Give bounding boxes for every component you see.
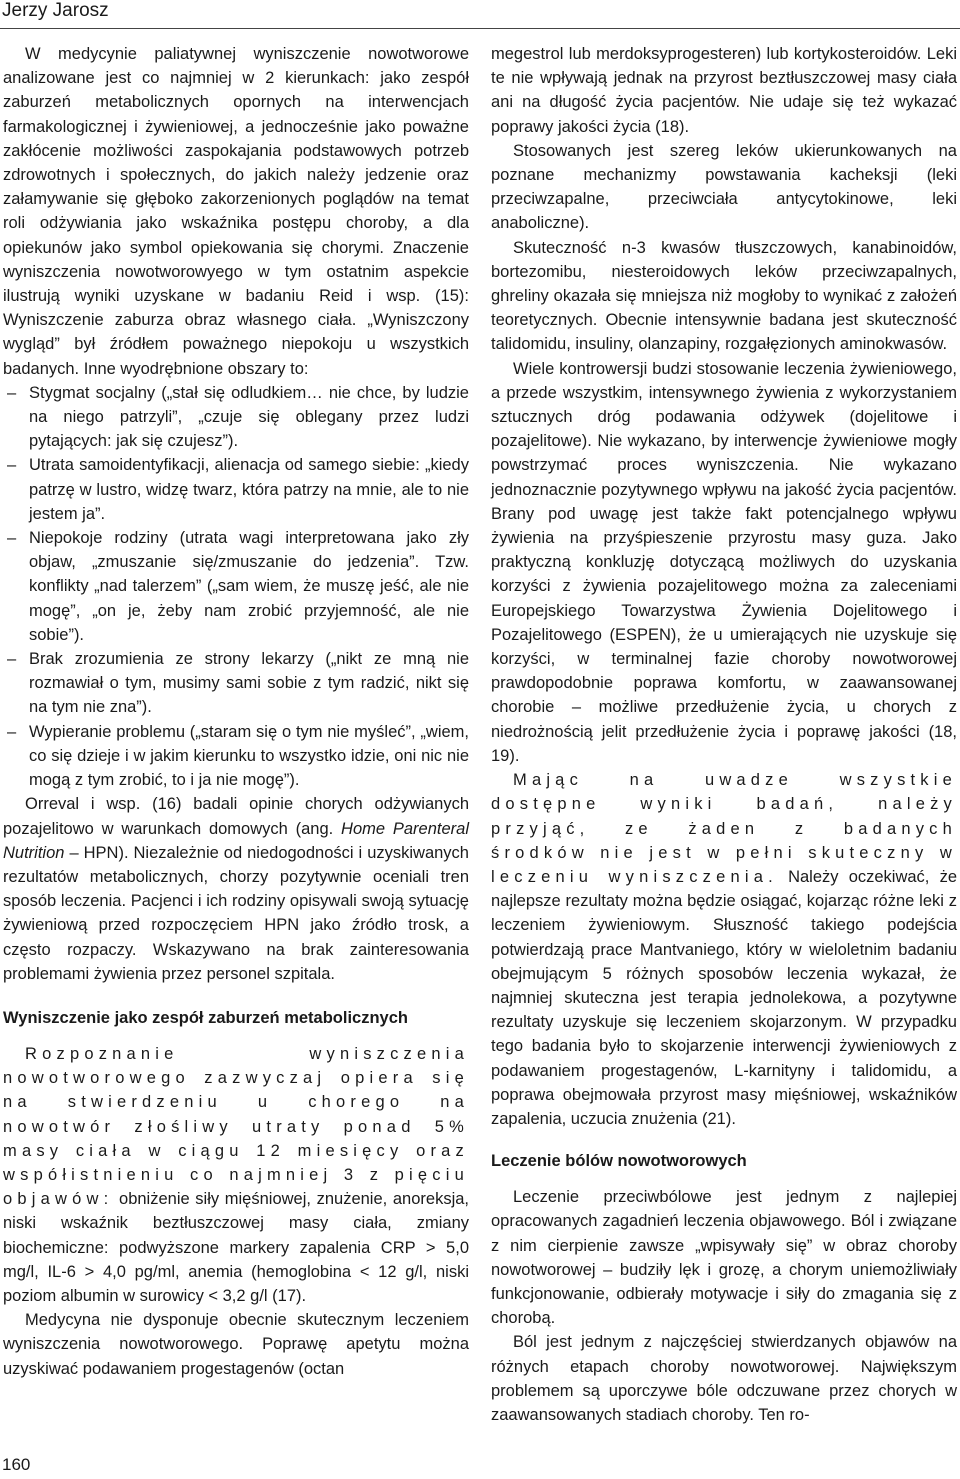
paragraph xyxy=(3,1042,469,1308)
list-item xyxy=(3,526,469,647)
paragraph: megestrol lub merdoksyprogesteren) lub kortykosteroidów. Leki te nie wpływają jednak na przyrost beztłuszczowej masy ciała ani na długość życia pacjentów. Nie udaje się też wykazać poprawy jakości życia (18). xyxy=(491,45,957,136)
spaced-emphasis-text: Rozpoznanie wyniszczenia nowotworowego zazwyczaj opiera się na stwierdzeniu u chorego na nowotwór złośliwy utraty ponad 5% masy ciała w ciągu 12 miesięcy oraz współistnieniu co najmniej 3 z pięciu objawów: xyxy=(3,1044,469,1209)
running-header-author: Jerzy Jarosz xyxy=(2,0,109,21)
page-number: 160 xyxy=(2,1455,31,1474)
list-item xyxy=(3,381,469,454)
paragraph-text: obniżenie siły mięśniowej, znużenie, anoreksja, niski wskaźnik beztłuszczowej masy ciała, zmiany biochemiczne: podwyższone markery zapalenia CRP > 5,0 mg/l, IL-6 > 4,0 pg/ml, anemia (hemoglobina < 12 g/l, niski poziom albumin w surowicy < 3,2 g/l (17). xyxy=(3,1190,469,1305)
header-divider xyxy=(0,28,960,29)
dash-bullet-icon: – xyxy=(7,529,17,548)
paragraph-text: – HPN). Niezależnie od niedogodności i uzyskiwanych rezultatów metabolicznych, chorzy pozytywnie oceniali tren sposób leczenia. Pacjenci i ich rodziny opisywali swoją sytuację żywieniową przed rozpoczęciem HPN jako źródło trosk, a często rozpaczy. Wskazywano na brak zainteresowania problemami żywienia przez personel szpitala. xyxy=(3,843,469,983)
paragraph-text: Należy oczekiwać, że najlepsze rezultaty można będzie osiągać, kojarząc różne leki z leczeniem żywieniowym. Słuszność takiego podejścia potwierdzają prace Mantvaniego, który w wieloletnim badaniu obejmującym 5 różnych sposobów leczenia wykazał, że najmniej skuteczna jest terapia jednolekowa, a pozytywne rezultaty uzyskuje się leczeniem skojarzonym. W przypadku tego badania było to skojarzenie interwencji żywieniowych z podawaniem progestagenów, L-karnityny i talidomidu, a poprawa obejmowała przyrost masy mięśniowej, wskaźników zapalenia, uczucia znużenia (21). xyxy=(491,867,957,1128)
paragraph xyxy=(491,768,957,1131)
paragraph xyxy=(3,792,469,986)
paragraph: W medycynie paliatywnej wyniszczenie nowotworowe analizowane jest co najmniej w 2 kierunkach: jako zespół zaburzeń metabolicznych opornych na interwencjach farmakologicznej i żywieniowej, a jednocześnie jako poważne zakłócenie możliwości zaspokajania podstawowych potrzeb zdrowotnych i społecznych, do jakich należy jedzenie oraz załamywanie się głęboko zakorzenionych poglądów na temat roli odżywiania jako wskaźnika postępu choroby, a dla opiekunów jako symbol opiekowania się chorymi. Znaczenie wyniszczenia nowotworowyego w tym ostatnim aspekcie ilustrują wyniki uzyskane w badaniu Reid i wsp. (15): Wyniszczenie zaburza obraz własnego ciała. „Wyniszczony wygląd” był źródłem poważnego niepokoju u wszystkich badanych. Inne wyodrębnione obszary to: xyxy=(3,45,469,378)
paragraph-text: Orreval i wsp. (16) badali opinie chorych odżywianych pozajelitowo w warunkach domowych (ang. xyxy=(3,795,469,838)
paragraph: Stosowanych jest szereg leków ukierunkowanych na poznane mechanizmy powstawania kacheksji (leki przeciwzapalne, przeciwciała antycytokinowe, leki anaboliczne). xyxy=(491,141,957,233)
list-item-text: Utrata samoidentyfikacji, alienacja od samego siebie: „kiedy patrzę w lustro, widzę twarz, która patrzy na mnie, ale to nie jestem ja”. xyxy=(29,456,469,523)
dash-bullet-icon: – xyxy=(7,383,17,402)
paragraph: Medycyna nie dysponuje obecnie skutecznym leczeniem wyniszczenia nowotworowego. Poprawę apetytu można uzyskiwać podawaniem progestagenów (octan xyxy=(3,1311,469,1378)
list-item xyxy=(3,647,469,720)
list-item-text: Niepokoje rodziny (utrata wagi interpretowana jako zły objaw, „zmuszanie się/zmuszanie do jedzenia”. Tzw. konflikty „nad talerzem” („sam wiem, że muszę jeść, ale nie mogę”, „on je, żeby nam zrobić przyjemność, ale nie sobie”). xyxy=(29,529,469,644)
dash-list xyxy=(3,381,469,792)
paragraph: Skuteczność n-3 kwasów tłuszczowych, kanabinoidów, bortezomibu, niesteroidowych leków przeciwzapalnych, ghreliny okazała się mniejsza niż mogłoby to wynikać z założeń teoretycznych. Obecnie intensywnie badana jest skuteczność talidomidu, insuliny, olanzapiny, rozgałęzionych aminokwasów. xyxy=(491,238,957,354)
section-heading: Leczenie bólów nowotworowych xyxy=(491,1152,747,1171)
list-item-text: Wypieranie problemu („staram się o tym nie myśleć”, „wiem, co się dzieje i w jakim kierunku to wszystko idzie, oni nic nie mogą z tym zrobić, to i ja nie mogę”). xyxy=(29,722,469,790)
spaced-emphasis-text: Mając na uwadze wszystkie dostępne wyniki badań, należy przyjąć, ze żaden z badanych środków nie jest w pełni skuteczny w leczeniu wyniszczenia. xyxy=(491,771,957,886)
section-heading: Wyniszczenie jako zespół zaburzeń metabolicznych xyxy=(3,1008,408,1027)
list-item-text: Brak zrozumienia ze strony lekarzy („nikt ze mną nie rozmawiał o tym, musimy sami sobie z tym radzić, nikt się na tym nie zna”). xyxy=(29,650,469,717)
paragraph: Ból jest jednym z najczęściej stwierdzanych objawów na różnych etapach choroby nowotworowej. Największym problemem są uporczywe bóle odczuwane przez chorych w zaawansowanych stadiach choroby. Ten ro- xyxy=(491,1333,957,1424)
dash-bullet-icon: – xyxy=(7,650,17,669)
list-item-text: Stygmat socjalny („stał się odludkiem… nie chce, by ludzie na niego patrzyli”, „czuje się oblegany przez ludzi pytających: jak się czujesz”). xyxy=(29,383,469,451)
left-column xyxy=(3,42,469,1381)
dash-bullet-icon: – xyxy=(7,722,17,741)
paragraph: Leczenie przeciwbólowe jest jednym z najlepiej opracowanych zagadnień leczenia objawowego. Ból i związane z nim cierpienie zawsze „wpisywały się” w obraz choroby nowotworowej – budziły lęk i grozę, a chorym uniemożliwiały funkcjonowanie, odbierały motywacje i siły do zmagania się z chorobą. xyxy=(491,1188,957,1328)
right-column xyxy=(491,42,957,1427)
paragraph: Wiele kontrowersji budzi stosowanie leczenia żywieniowego, a przede wszystkim, intensywnego żywienia z wykorzystaniem sztucznych dróg podawania odżywek (dojelitowe i pozajelitowe). Nie wykazano, by interwencje żywieniowe mogły powstrzymać proces wyniszczenia. Nie wykazano jednoznacznie pozytywnego wpływu na jakość życia pacjentów. Brany pod uwagę jest także fakt potencjalnego wpływu żywienia na przyśpieszenie przyrostu masy guza. Jako praktyczną konkluzję dotyczącą możliwych do uzyskania korzyści z żywienia pozajelitowego można za zaleceniami Europejskiego Towarzystwa Żywienia Dojelitowego i Pozajelitowego (ESPEN), że u umierających nie uzyskuje się korzyści, w terminalnej fazie choroby nowotworowej prawdopodobnie poprawa komfortu, w zaawansowanej chorobie – możliwe przedłużenie życia, u chorych z niedrożnością jelit przedłużenie życia i poprawę jakości (18, 19). xyxy=(491,359,957,765)
list-item xyxy=(3,453,469,526)
dash-bullet-icon: – xyxy=(7,456,17,475)
emphasis-text: Home Parenteral Nutrition xyxy=(3,819,469,862)
list-item xyxy=(3,720,469,793)
